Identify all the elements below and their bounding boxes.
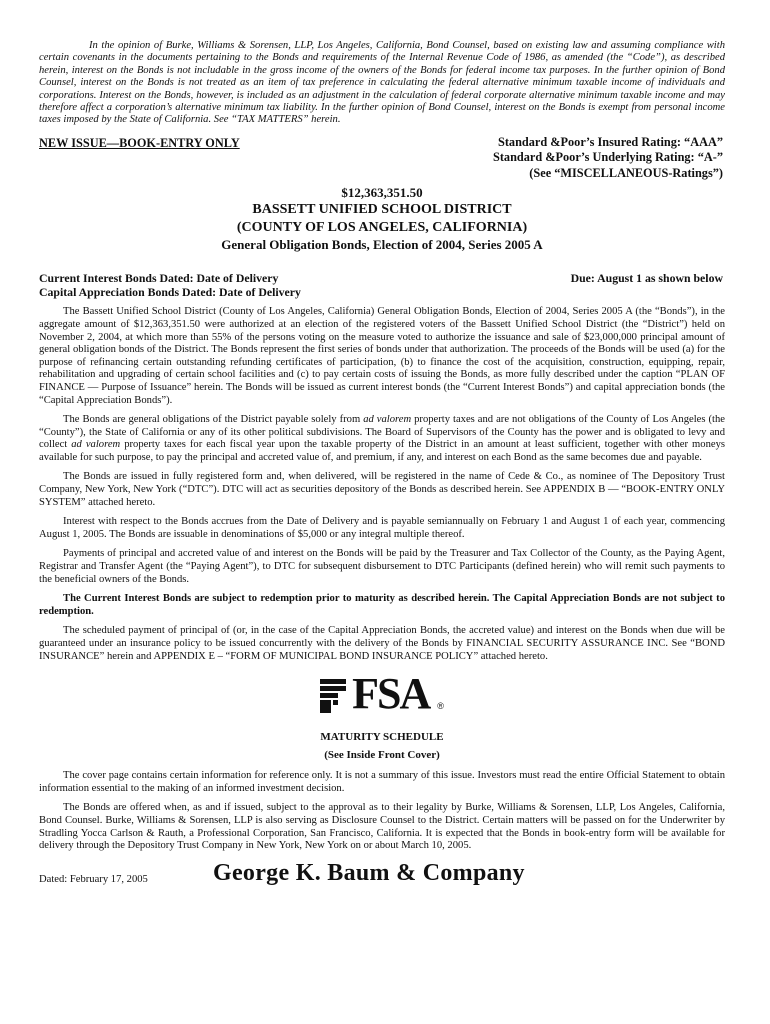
dated-block bbox=[39, 271, 301, 299]
body-text bbox=[39, 306, 725, 852]
capital-appreciation-dated: Capital Appreciation Bonds Dated: Date of Delivery bbox=[39, 285, 301, 300]
issuer-name: BASSETT UNIFIED SCHOOL DISTRICT bbox=[252, 202, 512, 218]
ratings-reference: (See “MISCELLANEOUS-Ratings”) bbox=[529, 165, 723, 180]
bond-amount: $12,363,351.50 bbox=[341, 185, 423, 201]
maturity-heading: MATURITY SCHEDULE bbox=[320, 731, 444, 744]
official-statement-cover bbox=[39, 40, 725, 887]
issue-ratings-row bbox=[39, 135, 725, 182]
paragraph-cover-notice: The cover page contains certain information for reference only. It is not a summary of this issue. Investors must read the entire Official Statement to obtain information essential to the making of an informed investment decision. bbox=[39, 770, 725, 794]
fsa-logo-text: FSA bbox=[352, 669, 430, 719]
underwriter-name: George K. Baum & Company bbox=[213, 859, 525, 886]
maturity-reference: (See Inside Front Cover) bbox=[324, 749, 440, 762]
underlying-rating: Standard &Poor’s Underlying Rating: “A-” bbox=[493, 150, 723, 165]
paragraph-insurance: The scheduled payment of principal of (or, in the case of the Capital Appreciation Bonds, the accreted value) and interest on the Bonds when due will be guaranteed under an insurance policy to be issued concurrently with the delivery of the Bonds by FINANCIAL SECURITY ASSURANCE INC. See “BOND INSURANCE” herein and APPENDIX E – “FORM OF MUNICIPAL BOND INSURANCE POLICY” attached hereto. bbox=[39, 625, 725, 662]
fsa-mark-icon bbox=[320, 679, 346, 713]
paragraph-authorization: The Bassett Unified School District (County of Los Angeles, California) General Obligation Bonds, Election of 2004, Series 2005 A (the “Bonds”), in the aggregate amount of $12,363,351.50 were authorized at an election of the registered voters of the Bassett Unified School District (the “District”) held on November 2, 2004, at which more than 55% of the persons voting on the measure voted to authorize the issuance and sale of $23,000,000 principal amount of general obligation bonds of the District. The Bonds represent the first series of bonds under that authorization. The proceeds of the Bonds will be used (a) for the purpose of refinancing certain outstanding refunding certificates of participation, (b) to finance the cost of the acquisition, construction, equipping, repair, rehabilitation and upgrading of certain school facilities and (c) to pay certain costs of issuing the Bonds, as more fully described under the caption “PLAN OF FINANCE — Purpose of Issuance” herein. The Bonds will be issued as current interest bonds (the “Current Interest Bonds”) and capital appreciation bonds (the “Capital Appreciation Bonds”). bbox=[39, 306, 725, 406]
title-block bbox=[39, 185, 725, 253]
paragraph-book-entry: The Bonds are issued in fully registered form and, when delivered, will be registered in the name of Cede & Co., as nominee of The Depository Trust Company, New York, New York (“DTC”). DTC will act as securities depository of the Bonds as described herein. See APPENDIX B — “BOOK-ENTRY ONLY SYSTEM” attached hereto. bbox=[39, 471, 725, 508]
paragraph-payments: Payments of principal and accreted value of and interest on the Bonds will be paid by the Treasurer and Tax Collector of the County, as the Paying Agent, Registrar and Transfer Agent (the “Paying Agent”), to DTC for subsequent disbursement to DTC Participants (defined herein) who will remit such payments to the beneficial owners of the Bonds. bbox=[39, 548, 725, 585]
paragraph-redemption: The Current Interest Bonds are subject to redemption prior to maturity as described herein. The Capital Appreciation Bonds are not subject to redemption. bbox=[39, 593, 725, 617]
dated-row bbox=[39, 271, 725, 299]
insured-rating: Standard &Poor’s Insured Rating: “AAA” bbox=[497, 134, 723, 149]
due-date: Due: August 1 as shown below bbox=[570, 271, 723, 286]
footer bbox=[39, 860, 725, 887]
current-interest-dated: Current Interest Bonds Dated: Date of Delivery bbox=[39, 271, 279, 286]
tax-opinion: In the opinion of Burke, Williams & Sorensen, LLP, Los Angeles, California, Bond Counsel, based on existing law and assuming compliance with certain covenants in the documents pertaining to the Bonds and requirements of the Internal Revenue Code of 1986, as amended (the “Code”), as described herein, interest on the Bonds is not includable in the gross income of the owners of the Bonds for federal income tax purposes. In the further opinion of Bond Counsel, interest on the Bonds is not treated as an item of tax preference in calculating the federal alternative minimum taxable income of individuals and corporations. Interest on the Bonds, however, is included as an adjustment in the calculation of federal corporate alternative minimum taxable income and may therefore affect a corporation’s alternative minimum tax liability. In the further opinion of Bond Counsel, interest on the Bonds is exempt from personal income taxes imposed by the State of California. See “TAX MATTERS” herein. bbox=[39, 40, 725, 126]
issue-date: Dated: February 17, 2005 bbox=[39, 873, 148, 885]
bond-series: General Obligation Bonds, Election of 2004, Series 2005 A bbox=[221, 237, 543, 253]
new-issue-label: NEW ISSUE—BOOK-ENTRY ONLY bbox=[39, 135, 240, 150]
registered-mark: ® bbox=[437, 701, 444, 712]
paragraph-interest: Interest with respect to the Bonds accrues from the Date of Delivery and is payable semiannually on February 1 and August 1 of each year, commencing August 1, 2005. The Bonds are issuable in denominations of $5,000 or any integral multiple thereof. bbox=[39, 516, 725, 540]
ratings-block bbox=[493, 135, 725, 182]
issuer-county: (COUNTY OF LOS ANGELES, CALIFORNIA) bbox=[236, 219, 528, 235]
paragraph-security: The Bonds are general obligations of the District payable solely from ad valorem property taxes and are not obligations of the County of Los Angeles (the “County”), the State of California or any of its other political subdivisions. The Board of Supervisors of the County has the power and is obligated to levy and collect ad valorem property taxes for each fiscal year upon the taxable property of the District in an amount at least sufficient, together with other moneys available for such purpose, to pay the principal and accreted value of, and premium, if any, and interest on each Bond as the same becomes due and payable. bbox=[39, 414, 725, 463]
paragraph-offering: The Bonds are offered when, as and if issued, subject to the approval as to their legality by Burke, Williams & Sorensen, LLP, Los Angeles, California, Bond Counsel. Burke, Williams & Sorensen, LLP is also serving as Disclosure Counsel to the District. Certain matters will be passed on for the Underwriter by Stradling Yocca Carlson & Rauth, a Professional Corporation, San Francisco, California. It is expected that the Bonds in book-entry form will be available for delivery through the Depository Trust Company in New York, New York on or about March 10, 2005. bbox=[39, 802, 725, 852]
insurer-logo bbox=[39, 669, 725, 721]
